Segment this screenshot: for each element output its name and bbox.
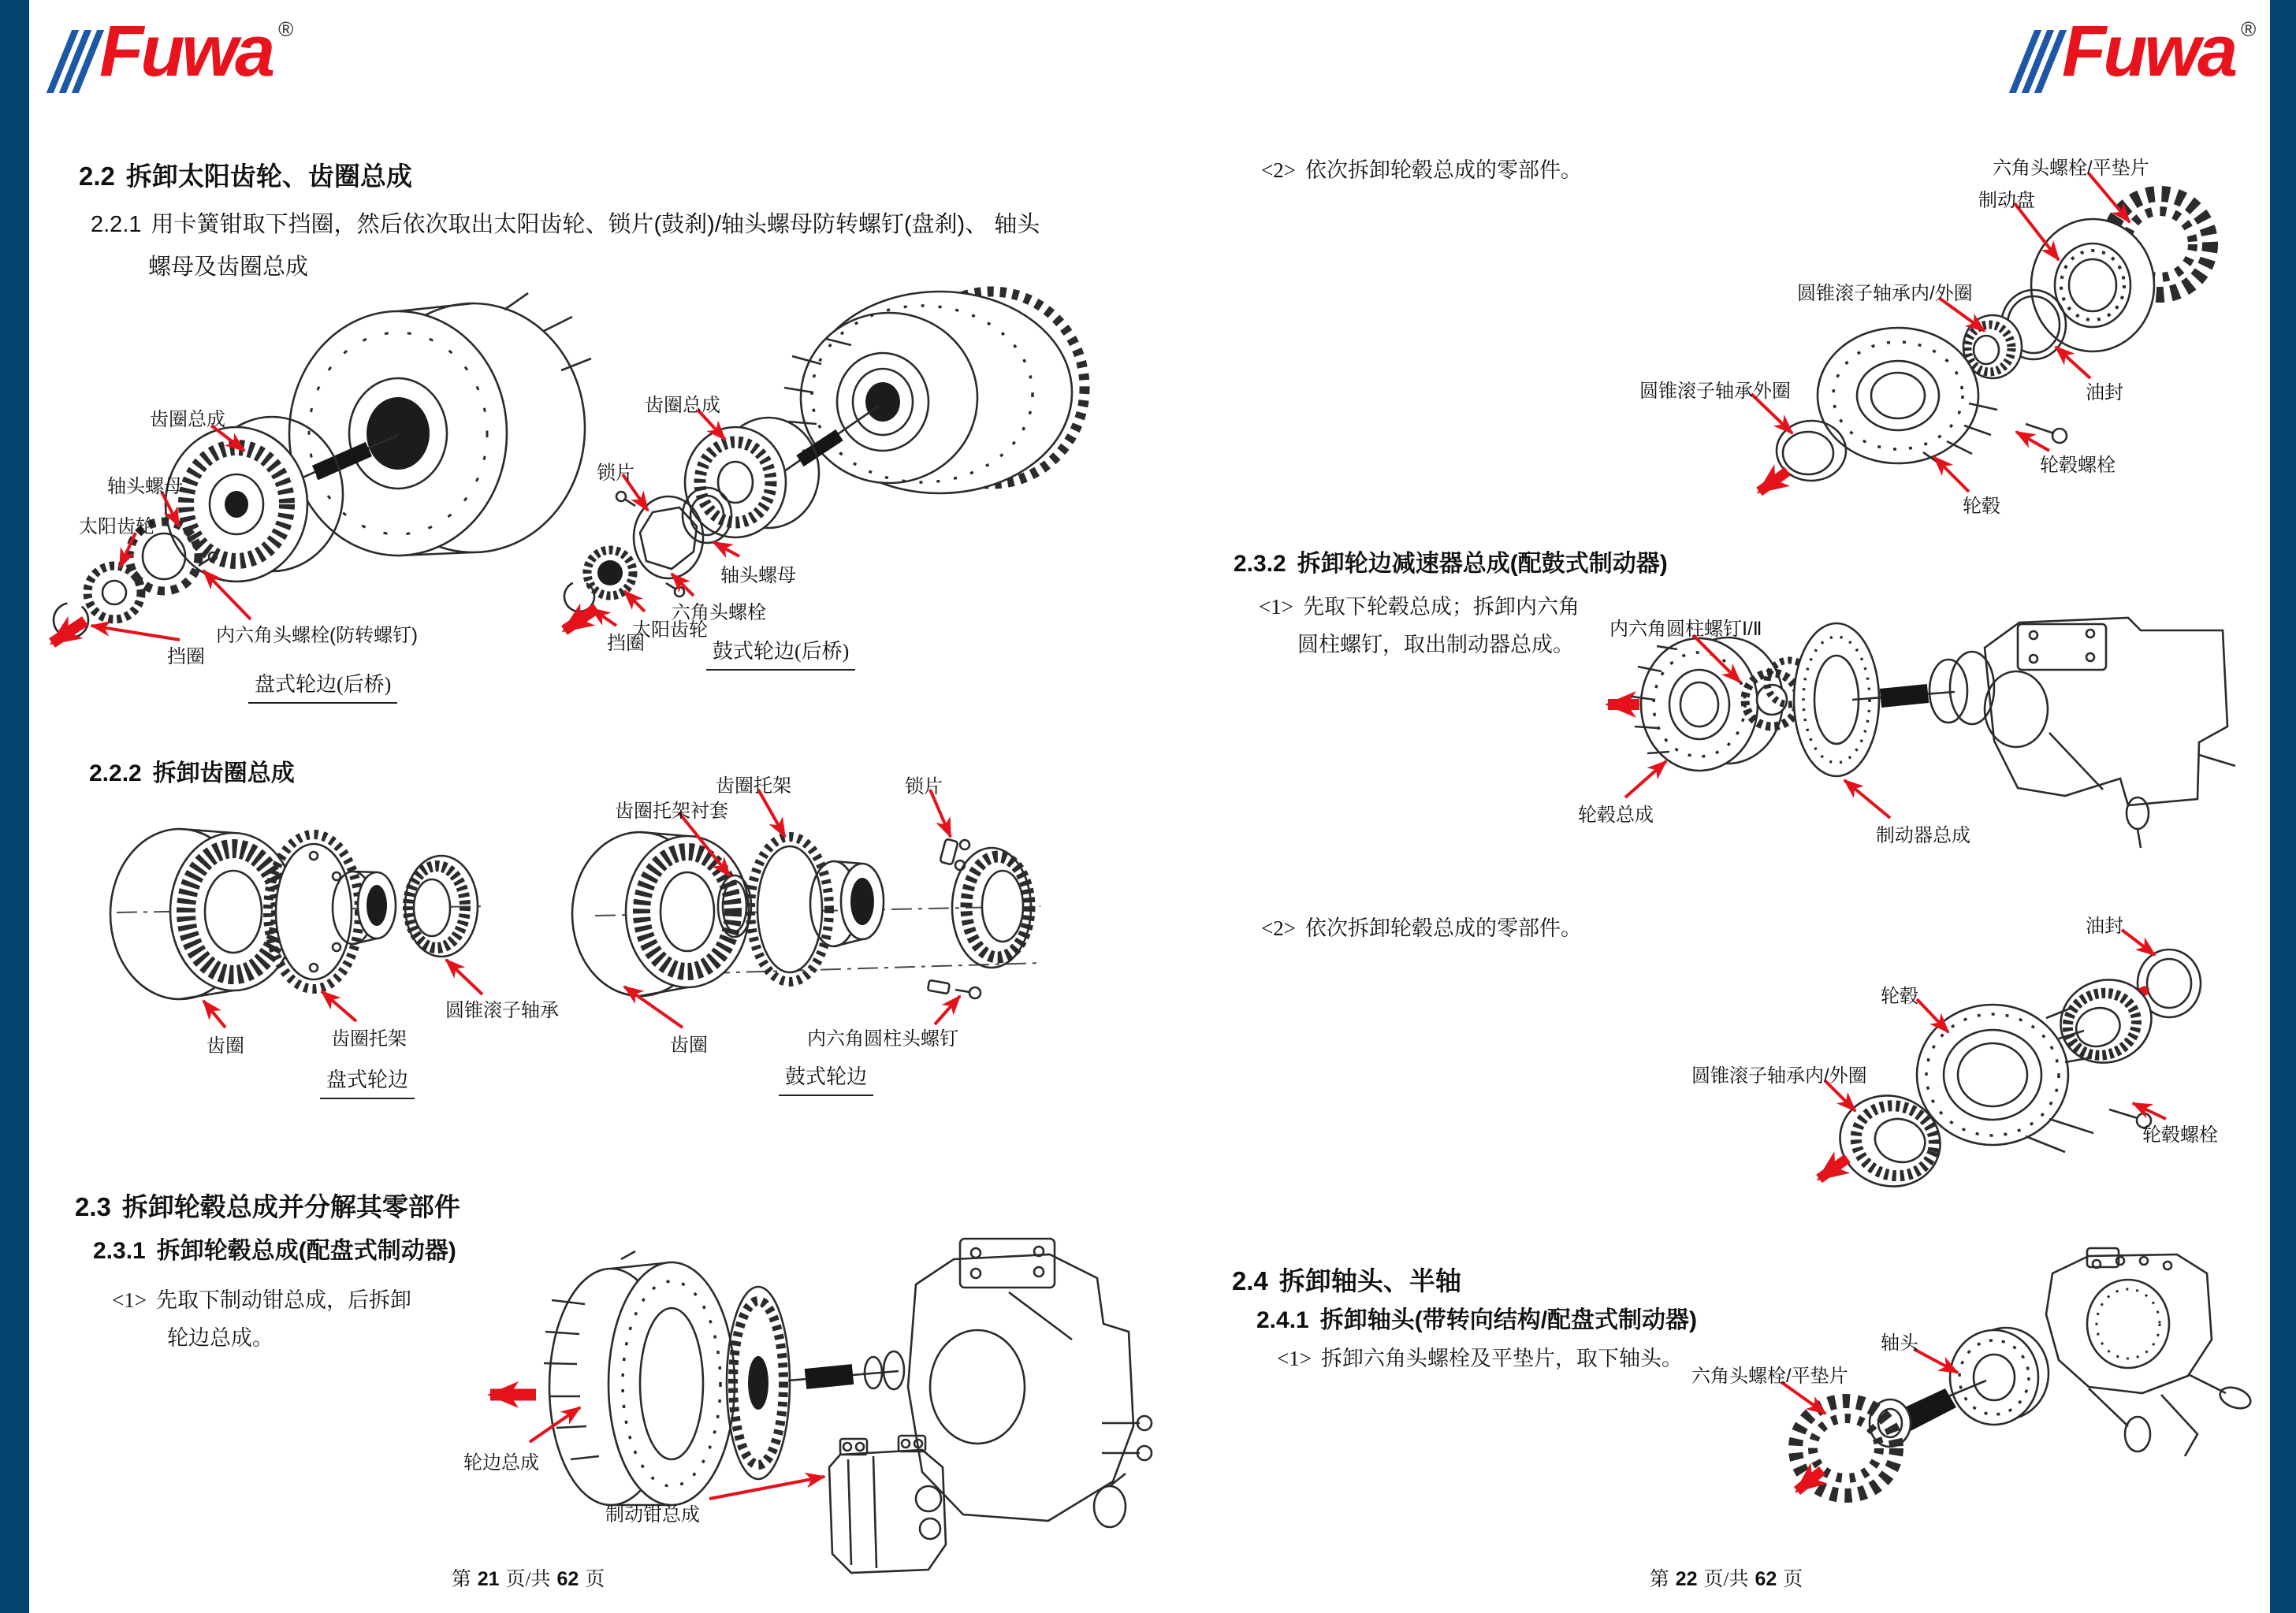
section-2-2-1-paragraph [91,206,1040,239]
step-tag: <1> [1277,1347,1312,1370]
label-wheel-edge-assembly: 轮边总成 [463,1452,539,1474]
label-ring-gear: 齿圈 [670,1035,708,1056]
section-title: 拆卸轮毂总成并分解其零部件 [121,1192,460,1221]
section-2-3-2-heading [1234,544,1668,578]
footer-prefix: 第 [451,1569,471,1590]
section-title: 拆卸轮边减速器总成 [1297,551,1510,577]
section-2-2-2-heading [89,753,295,788]
section-title: 拆卸太阳齿轮、齿圈总成 [125,162,412,191]
paragraph-line1: 用卡簧钳取下挡圈，然后依次取出太阳齿轮、锁片(鼓刹)/轴头螺母防转螺钉(盘刹)、 轴头 [151,212,1040,237]
section-2-2-1-paragraph-line2 [148,249,308,281]
label-axle-head: 轴头 [1881,1332,1918,1354]
section-2-2-heading [79,156,412,193]
label-brake-disc: 制动盘 [1978,190,2035,211]
label-axle-head-nut: 轴头螺母 [107,476,183,497]
label-ring-gear: 齿圈 [207,1035,244,1057]
label-oil-seal: 油封 [2086,382,2123,403]
label-sun-gear: 太阳齿轮 [632,619,708,641]
step-1-line2 [167,1321,274,1351]
section-title-bold: (配盘式制动器) [298,1238,456,1264]
label-ring-gear-assembly: 齿圈总成 [150,409,225,430]
label-brake-caliper-assembly: 制动钳总成 [605,1504,700,1526]
section-2-3-1-heading [93,1231,456,1265]
section-number: 2.4.1 [1256,1307,1309,1333]
step-tag: <1> [1259,595,1293,619]
section-title: 拆卸轮毂总成 [156,1238,299,1264]
diagram-hub-parts-drum [1819,930,2201,1198]
footer-prefix: 第 [1649,1569,1669,1590]
label-taper-bearing-inner-outer: 圆锥滚子轴承内/外圈 [1797,283,1973,304]
step-text: 轮边总成。 [167,1326,274,1350]
fuwa-logo-right [2022,11,2257,93]
logo-text: Fuwa [2062,11,2235,91]
label-sun-gear: 太阳齿轮 [79,516,154,537]
section-title: 拆卸轴头(带转向结构/配盘式制动器) [1319,1307,1698,1333]
section-number: 2.3 [75,1192,111,1221]
section-2-4-heading [1232,1261,1461,1298]
label-hub: 轮毂 [1963,496,2000,517]
step-text: 拆卸六角头螺栓及平垫片，取下轴头。 [1320,1347,1683,1370]
fuwa-logo-left [59,11,294,93]
step-text: 先取下轮毂总成；拆卸内六角 [1302,595,1580,619]
label-ring-gear-assembly: 齿圈总成 [645,395,720,416]
step-1-line1 [1259,589,1580,620]
footer-page-number: 22 [1675,1568,1698,1590]
footer-page-number: 21 [477,1568,500,1590]
footer-total-pages: 62 [556,1568,579,1590]
label-ring-gear-carrier: 齿圈托架 [716,775,791,797]
diagram-ring-gear-drum [572,790,1040,1028]
label-brake-assembly: 制动器总成 [1876,825,1970,846]
label-hex-bolt-washer: 六角头螺栓/平垫片 [1993,158,2149,179]
caption-drum-wheel-edge-rear: 鼓式轮边(后桥) [706,635,855,671]
label-hub-assembly: 轮毂总成 [1578,805,1654,826]
label-carrier-bushing: 齿圈托架衬套 [615,801,728,822]
step-tag: <2> [1261,158,1296,182]
label-hex-bolt-washer: 六角头螺栓/平垫片 [1691,1366,1848,1387]
registered-mark: ® [2241,17,2257,41]
label-hub-bolt: 轮毂螺栓 [2142,1124,2218,1146]
diagram-hub-parts-disc [1751,173,2210,492]
diagram-ring-gear-disc [110,829,487,1028]
footer-suffix: 页 [585,1569,605,1590]
step-tag: <2> [1261,916,1296,940]
logo-text: Fuwa [99,11,273,91]
step-2-bottom [1261,911,1582,942]
paragraph-line2: 螺母及齿圈总成 [148,255,309,280]
step-text: 圆柱螺钉，取出制动器总成。 [1297,633,1574,656]
step-text: 依次拆卸轮毂总成的零部件。 [1304,158,1582,182]
label-retaining-ring: 挡圈 [167,646,205,667]
caption-disc-wheel-edge: 盘式轮边 [320,1064,415,1099]
registered-mark: ® [278,17,294,41]
label-lock-plate: 锁片 [597,463,634,484]
step-1-line2 [1297,627,1574,658]
diagram-drum-wheel-edge-rear [559,292,1085,630]
footer-total-pages: 62 [1755,1568,1777,1590]
section-2-4-1-heading [1256,1300,1697,1335]
label-taper-bearing-outer: 圆锥滚子轴承外圈 [1639,381,1791,402]
section-number: 2.4 [1232,1266,1268,1295]
label-hub-bolt: 轮毂螺栓 [2040,455,2116,476]
step-text: 依次拆卸轮毂总成的零部件。 [1304,916,1582,940]
section-number: 2.2.2 [89,760,142,786]
section-title: 拆卸轴头、半轴 [1278,1266,1461,1295]
label-axle-head-nut: 轴头螺母 [720,565,796,586]
section-number: 2.3.1 [93,1238,146,1264]
diagram-disc-wheel-edge-rear [47,293,591,645]
label-hub: 轮毂 [1881,986,1918,1007]
page-footer-right [1616,1563,1836,1592]
section-number: 2.3.2 [1234,551,1286,577]
footer-mid: 页/共 [505,1569,551,1590]
label-socket-screws: 内六角圆柱螺钉Ⅰ/Ⅱ [1609,619,1762,640]
diagram-reducer-drum [1608,618,2235,848]
page-footer-left [426,1563,631,1592]
section-2-3-heading [75,1187,460,1224]
step-text: 先取下制动钳总成，后拆卸 [155,1288,411,1312]
label-hex-bolt: 六角头螺栓 [672,602,766,623]
caption-disc-wheel-edge-rear: 盘式轮边(后桥) [248,668,397,704]
step-1 [1277,1341,1683,1372]
step-tag: <1> [112,1288,147,1312]
label-ring-gear-carrier: 齿圈托架 [331,1028,407,1050]
label-taper-bearing-inner-outer: 圆锥滚子轴承内/外圈 [1691,1065,1867,1087]
caption-drum-wheel-edge: 鼓式轮边 [779,1061,873,1096]
diagram-hub-disc-brake [490,1239,1152,1573]
step-2-top [1261,153,1582,184]
section-title-bold: (配鼓式制动器) [1509,551,1668,577]
label-retaining-ring: 挡圈 [607,633,645,654]
label-oil-seal: 油封 [2086,916,2123,937]
section-title: 拆卸齿圈总成 [152,760,295,786]
step-1-line1 [112,1283,411,1314]
label-taper-roller-bearing: 圆锥滚子轴承 [445,1000,559,1021]
section-number: 2.2.1 [91,212,142,237]
footer-mid: 页/共 [1703,1569,1749,1590]
diagram-axle-head-knuckle [1781,1248,2253,1496]
label-lock-plate: 锁片 [905,776,943,797]
footer-suffix: 页 [1783,1569,1803,1590]
section-number: 2.2 [79,162,115,191]
label-hex-socket-bolt: 内六角头螺栓(防转螺钉) [216,625,418,646]
label-socket-head-screw: 内六角圆柱头螺钉 [807,1028,958,1050]
